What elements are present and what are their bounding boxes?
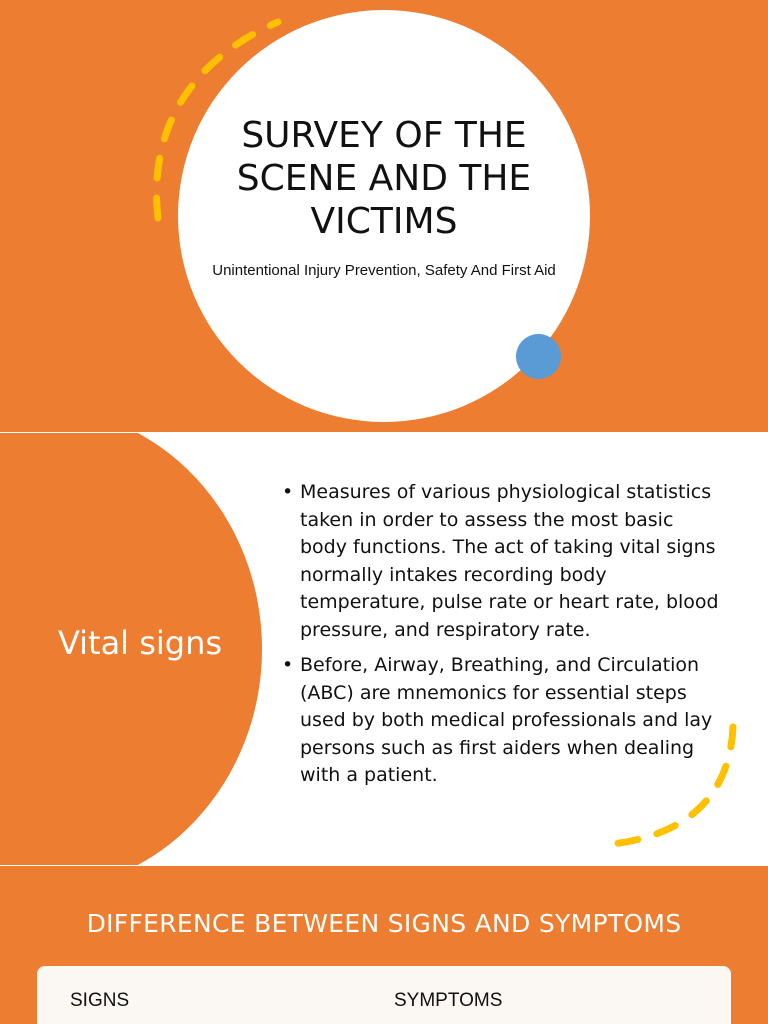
bullet-text: Before, Airway, Breathing, and Circulation (ABC) are mnemonics for essential steps used by both medical professionals and lay persons such as first aiders when dealing with a patient. xyxy=(300,654,713,786)
title-slide xyxy=(0,0,768,432)
bullet-mark: • xyxy=(282,481,294,503)
slide-title: SURVEY OF THE SCENE AND THE VICTIMS xyxy=(236,115,532,242)
dashed-arc-decoration xyxy=(0,433,768,865)
vital-signs-heading: Vital signs xyxy=(57,624,223,662)
signs-symptoms-slide xyxy=(0,866,768,1024)
vital-signs-slide xyxy=(0,433,768,865)
slide-subtitle: Unintentional Injury Prevention, Safety And First Aid xyxy=(212,262,556,279)
signs-symptoms-heading: DIFFERENCE BETWEEN SIGNS AND SYMPTOMS xyxy=(86,909,682,938)
column-header-signs: SIGNS xyxy=(70,990,130,1011)
bullet-mark: • xyxy=(282,654,294,676)
column-header-symptoms: SYMPTOMS xyxy=(394,990,503,1011)
bullet-text: Measures of various physiological statistics taken in order to assess the most basic body functions. The act of taking vital signs normally intakes recording body temperature, pulse rate or heart rate, blood pressure, and respiratory rate. xyxy=(300,481,719,641)
comparison-table xyxy=(37,966,731,1024)
blue-dot-decoration xyxy=(516,334,561,379)
